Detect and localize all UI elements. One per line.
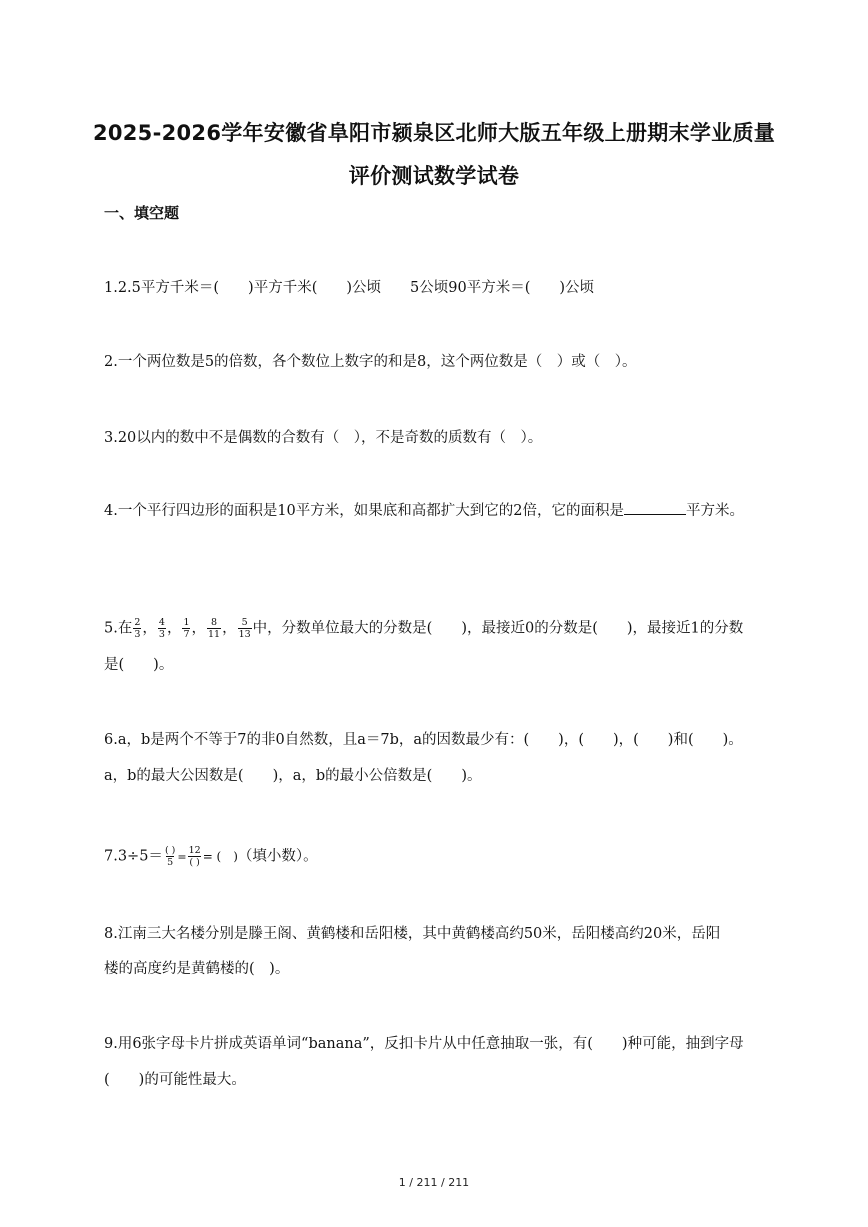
question-6-line2: a，b的最大公因数是( )，a，b的最小公倍数是( )。 — [104, 768, 482, 784]
fraction: $\frac{8}{11}$ — [207, 617, 221, 640]
fraction: $\frac{4}{3}$ — [158, 617, 165, 640]
question-9-line1: 9.用6张字母卡片拼成英语单词“banana”，反扣卡片从中任意抽取一张，有( )种可能，抽到字母 — [104, 1036, 744, 1052]
question-1: 1.2.5平方千米＝( )平方千米( )公顷 5公顷90平方米＝( )公顷 — [104, 280, 595, 296]
question-3: 3.20以内的数中不是偶数的合数有（ ），不是奇数的质数有（ ）。 — [104, 430, 543, 446]
question-7: 7.3÷5＝ $\frac{( )}{5}$ = $\frac{12}{( )}$ = ( )（填小数）。 — [104, 845, 318, 868]
question-7-prefix: 7.3÷5＝ — [104, 848, 163, 865]
question-6-line1: 6.a，b是两个不等于7的非0自然数，且a＝7b，a的因数最少有：( )，( )，( )和( )。 — [104, 732, 743, 748]
page-number: 1 / 211 / 211 — [398, 1176, 470, 1189]
question-4-unit: 平方米。 — [686, 503, 745, 519]
section-heading-fill-blank: 一、填空题 — [104, 204, 180, 222]
question-5-line2: 是( )。 — [104, 657, 174, 673]
question-8-line1: 8.江南三大名楼分别是滕王阁、黄鹤楼和岳阳楼，其中黄鹤楼高约50米，岳阳楼高约20米，岳阳 — [104, 926, 721, 942]
fraction: $\frac{1}{7}$ — [183, 617, 190, 640]
question-9-line2: ( )的可能性最大。 — [104, 1072, 246, 1088]
fraction: $\frac{2}{3}$ — [134, 617, 141, 640]
fraction: $\frac{( )}{5}$ — [164, 845, 176, 868]
question-5-prefix: 5.在 — [104, 620, 133, 637]
question-2: 2.一个两位数是5的倍数，各个数位上数字的和是8，这个两位数是（ ）或（ ）。 — [104, 354, 637, 370]
question-5: 5.在 $\frac{2}{3}$ ， $\frac{4}{3}$ ， $\frac{1}{7}$ ， $\frac{8}{11}$ ， $\frac{5}{13}$ 中，分数单位最大的分数是( )，最接近0的分数是( )，最接近1的分数 — [104, 617, 744, 640]
fraction: $\frac{5}{13}$ — [238, 617, 251, 640]
question-4 — [104, 500, 744, 521]
question-8-line2: 楼的高度约是黄鹤楼的( )。 — [104, 961, 290, 977]
fraction: $\frac{12}{( )}$ — [188, 845, 201, 868]
answer-underline — [624, 500, 686, 515]
exam-title-line1: 2025-2026学年安徽省阜阳市颍泉区北师大版五年级上册期末学业质量 — [92, 121, 776, 145]
question-5-text: 中，分数单位最大的分数是( )，最接近0的分数是( )，最接近1的分数 — [252, 620, 744, 637]
question-7-suffix: （填小数）。 — [237, 848, 318, 865]
question-4-text: 4.一个平行四边形的面积是10平方米，如果底和高都扩大到它的2倍，它的面积是 — [104, 503, 625, 519]
exam-title-line2: 评价测试数学试卷 — [348, 164, 520, 188]
